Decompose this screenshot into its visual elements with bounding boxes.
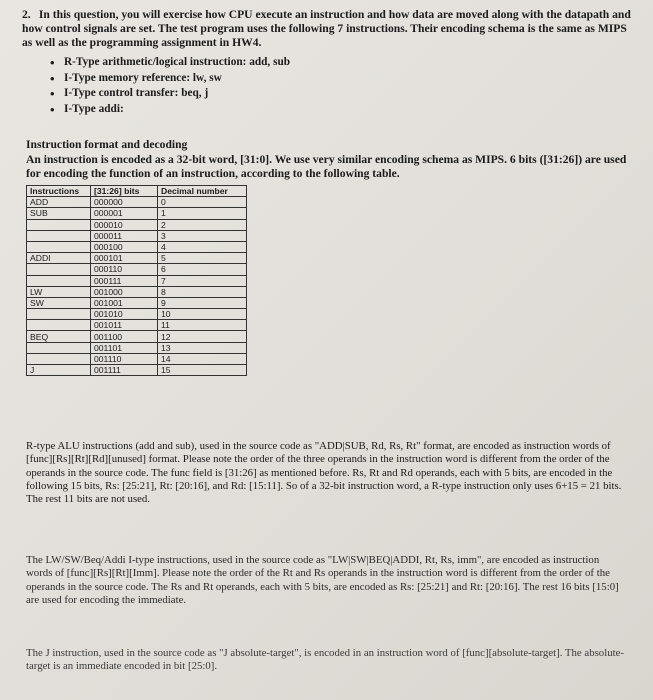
table-row [27,219,247,230]
table-cell: 7 [158,275,247,286]
table-cell: 001110 [91,353,158,364]
table-cell: 001101 [91,342,158,353]
table-row [27,353,247,364]
table-cell: 001111 [91,365,158,376]
table-cell: 000110 [91,264,158,275]
table-cell: 12 [158,331,247,342]
table-cell: 13 [158,342,247,353]
table-cell: 000000 [91,197,158,208]
table-cell: 000100 [91,241,158,252]
table-cell [27,353,91,364]
table-cell: 001000 [91,286,158,297]
table-cell: 001100 [91,331,158,342]
i-type-paragraph: The LW/SW/Beq/Addi I-type instructions, used in the source code as "LW|SW|BEQ|ADDI, Rt, Rs, imm", are encoded as instruction words of [func][Rs][Rt][Imm]. Please note the order of the Rt and Rs operands in the instruction word is different from the order of the operands in the source code. The Rs and Rt operands, each with 5 bits, are encoded as Rs: [25:21] and Rt: [20:16]. The rest 16 bits [15:0] are used for encoding the immediate. [26,554,619,606]
table-cell [27,309,91,320]
table-row [27,230,247,241]
table-cell: 000111 [91,275,158,286]
list-item: • R-Type arithmetic/logical instruction: add, sub [50,55,290,71]
table-cell [27,342,91,353]
table-cell: 11 [158,320,247,331]
table-row [27,297,247,308]
table-row [27,286,247,297]
table-row [27,253,247,264]
table-cell: 0 [158,197,247,208]
table-cell: 10 [158,309,247,320]
table-header-cell: Instructions [27,186,91,197]
table-header-cell: [31:26] bits [91,186,158,197]
table-cell [27,241,91,252]
table-cell [27,264,91,275]
table-cell: 9 [158,297,247,308]
table-cell [27,320,91,331]
table-cell: 001011 [91,320,158,331]
table-cell: 000001 [91,208,158,219]
table-row [27,197,247,208]
table-cell: 2 [158,219,247,230]
section-intro: An instruction is encoded as a 32-bit word, [31:0]. We use very similar encoding schema as MIPS. 6 bits ([31:26]) are used for encoding the function of an instruction, according to the following table. [26,153,627,180]
table-cell: 15 [158,365,247,376]
table-cell: ADDI [27,253,91,264]
table-cell [27,275,91,286]
section-title: Instruction format and decoding [26,138,188,151]
table-cell [27,230,91,241]
table-row [27,331,247,342]
table-cell: 14 [158,353,247,364]
table-row [27,264,247,275]
table-row [27,320,247,331]
question-header [22,8,632,50]
table-row [27,365,247,376]
table-cell: 001001 [91,297,158,308]
table-header-cell: Decimal number [158,186,247,197]
table-row [27,342,247,353]
question-text: In this question, you will exercise how CPU execute an instruction and how data are moved along with the datapath and how control signals are set. The test program uses the following 7 instructions. Their encoding schema is the same as MIPS as well as the programming assignment in HW4. [22,8,631,49]
table-cell: 6 [158,264,247,275]
instruction-type-list [50,55,290,117]
table-cell: SUB [27,208,91,219]
j-type-paragraph: The J instruction, used in the source code as "J absolute-target", is encoded in an instruction word of [func][absolute-target]. The absolute-target is an immediate encoded in bit [25:0]. [26,647,624,673]
table-cell [27,219,91,230]
table-cell: 3 [158,230,247,241]
list-item: • I-Type control transfer: beq, j [50,86,290,102]
list-item: • I-Type memory reference: lw, sw [50,71,290,87]
table-cell: 001010 [91,309,158,320]
table-cell: 4 [158,241,247,252]
table-row [27,275,247,286]
table-cell: 000101 [91,253,158,264]
r-type-paragraph: R-type ALU instructions (add and sub), used in the source code as "ADD|SUB, Rd, Rs, Rt" format, are encoded as instruction words of [func][Rs][Rt][Rd][unused] format. Please note the order of the three operands in the instruction word is different from the order of the operands in the source code. The func field is [31:26] as mentioned before. Rs, Rt and Rd operands, each with 5 bits, are encoded in the following 15 bits, Rs: [25:21], Rt: [20:16], and Rd: [15:11]. So of a 32-bit instruction word, a R-type instruction only uses 6+15 = 21 bits. The rest 11 bits are not used. [26,440,622,506]
table-cell: ADD [27,197,91,208]
question-number: 2. [22,8,31,21]
table-cell: 8 [158,286,247,297]
encoding-table [26,185,247,376]
table-cell: LW [27,286,91,297]
table-cell: 1 [158,208,247,219]
table-row [27,241,247,252]
table-row [27,309,247,320]
table-cell: 000011 [91,230,158,241]
table-row [27,208,247,219]
table-cell: 000010 [91,219,158,230]
table-cell: 5 [158,253,247,264]
table-header-row [27,186,247,197]
table-cell: SW [27,297,91,308]
list-item: • I-Type addi: [50,102,290,118]
table-cell: J [27,365,91,376]
table-cell: BEQ [27,331,91,342]
